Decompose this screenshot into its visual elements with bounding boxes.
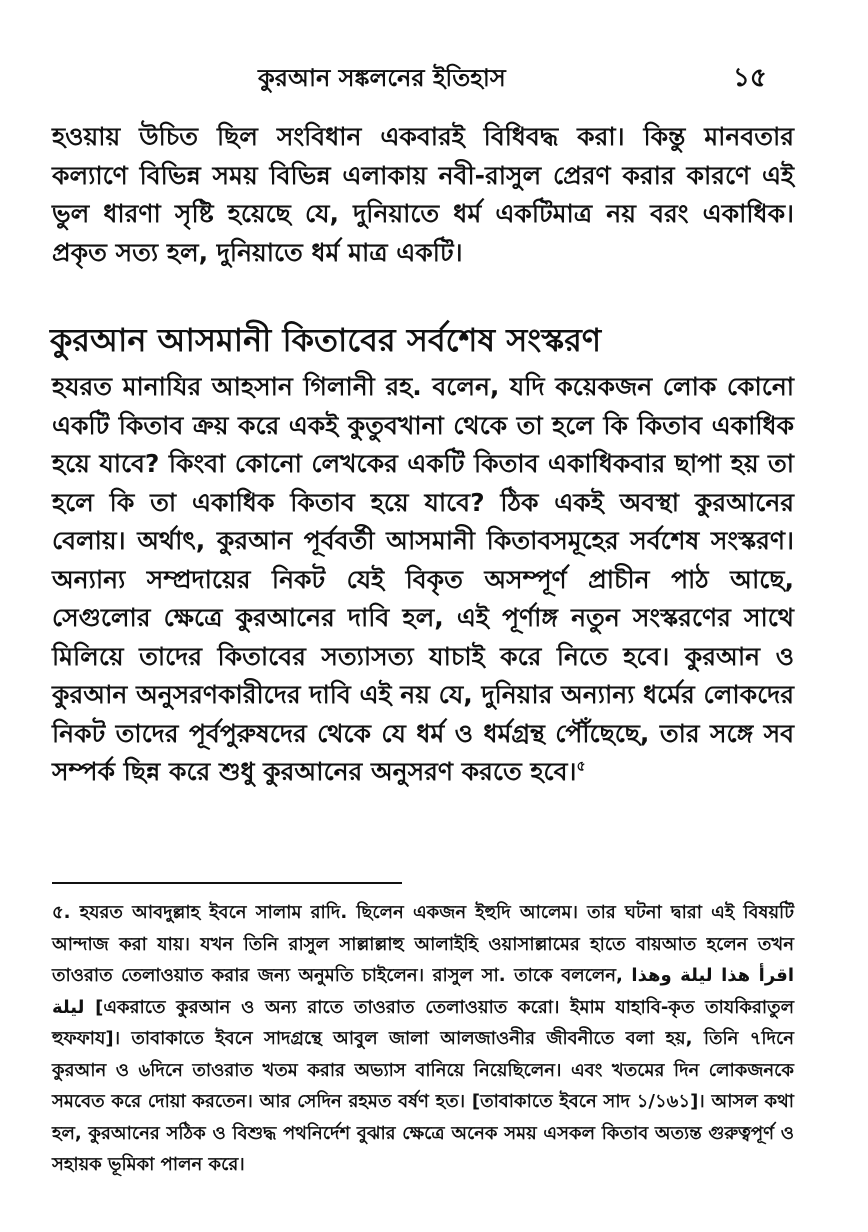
footnote-marker: ৫. (52, 902, 71, 923)
footnote-arabic-quote: اقرأ هذا ليلة وهذا ليلة (52, 965, 795, 1018)
running-title: কুরআন সঙ্কলনের ইতিহাস (258, 64, 506, 92)
section-heading: কুরআন আসমানী কিতাবের সর্বশেষ সংস্করণ (50, 321, 602, 359)
footnote-text-part-2: [একরাতে কুরআন ও অন্য রাতে তাওরাত তেলাওয়াত করো। ইমাম যাহাবি-কৃত তাযকিরাতুল হুফফায]। তাবাকাতে ইবনে সাদগ্রন্থে আবুল জালা আলজাওনীর জীবনীতে বলা হয়, তিনি ৭দিনে কুরআন ও ৬দিনে তাওরাত খতম করার অভ্যাস বানিয়ে নিয়েছিলেন। এবং খতমের দিন লোকজনকে সমবেত করে দোয়া করতেন। আর সেদিন রহমত বর্ষণ হত। [তাবাকাতে ইবনে সাদ ১/১৬১]। আসল কথা হল, কুরআনের সঠিক ও বিশুদ্ধ পথনির্দেশ বুঝার ক্ষেত্রে অনেক সময় এসকল কিতাব অত্যন্ত গুরুত্বপূর্ণ ও সহায়ক ভূমিকা পালন করে। (52, 996, 794, 1175)
page-number: ১৫ (733, 63, 767, 93)
footnote-text-part-1: হযরত আবদুল্লাহ ইবনে সালাম রাদি. ছিলেন একজন ইহুদি আলেম। তার ঘটনা দ্বারা এই বিষয়টি আন্দাজ করা যায়। যখন তিনি রাসুল সাল্লাল্লাহু আলাইহি ওয়াসাল্লামের হাতে বায়আত হলেন তখন তাওরাত তেলাওয়াত করার জন্য অনুমতি চাইলেন। রাসুল সা. তাকে বললেন, (52, 902, 794, 986)
paragraph-2-text: হযরত মানাযির আহসান গিলানী রহ. বলেন, যদি কয়েকজন লোক কোনো একটি কিতাব ক্রয় করে একই কুতুবখানা থেকে তা হলে কি কিতাব একাধিক হয়ে যাবে? কিংবা কোনো লেখকের একটি কিতাব একাধিকবার ছাপা হয় তা হলে কি তা একাধিক কিতাব হয়ে যাবে? ঠিক একই অবস্থা কুরআনের বেলায়। অর্থাৎ, কুরআন পূর্ববর্তী আসমানী কিতাবসমূহের সর্বশেষ সংস্করণ। অন্যান্য সম্প্রদায়ের নিকট যেই বিকৃত অসম্পূর্ণ প্রাচীন পাঠ আছে, সেগুলোর ক্ষেত্রে কুরআনের দাবি হল, এই পূর্ণাঙ্গ নতুন সংস্করণের সাথে মিলিয়ে তাদের কিতাবের সত্যাসত্য যাচাই করে নিতে হবে। কুরআন ও কুরআন অনুসরণকারীদের দাবি এই নয় যে, দুনিয়ার অন্যান্য ধর্মের লোকদের নিকট তাদের পূর্বপুরুষদের থেকে যে ধর্ম ও ধর্মগ্রন্থ পৌঁছেছে, তার সঙ্গে সব সম্পর্ক ছিন্ন করে শুধু কুরআনের অনুসরণ করতে হবে। (52, 372, 794, 786)
footnote-reference-mark: ৫ (576, 758, 586, 775)
footnote-divider (52, 882, 402, 884)
footnote (52, 897, 794, 1181)
paragraph-1: হওয়ায় উচিত ছিল সংবিধান একবারই বিধিবদ্ধ করা। কিন্তু মানবতার কল্যাণে বিভিন্ন সময় বিভিন্ন এলাকায় নবী-রাসুল প্রেরণ করার কারণে এই ভুল ধারণা সৃষ্টি হয়েছে যে, দুনিয়াতে ধর্ম একটিমাত্র নয় বরং একাধিক। প্রকৃত সত্য হল, দুনিয়াতে ধর্ম মাত্র একটি। (52, 122, 794, 267)
paragraph-2 (52, 368, 794, 792)
running-header (0, 62, 868, 102)
